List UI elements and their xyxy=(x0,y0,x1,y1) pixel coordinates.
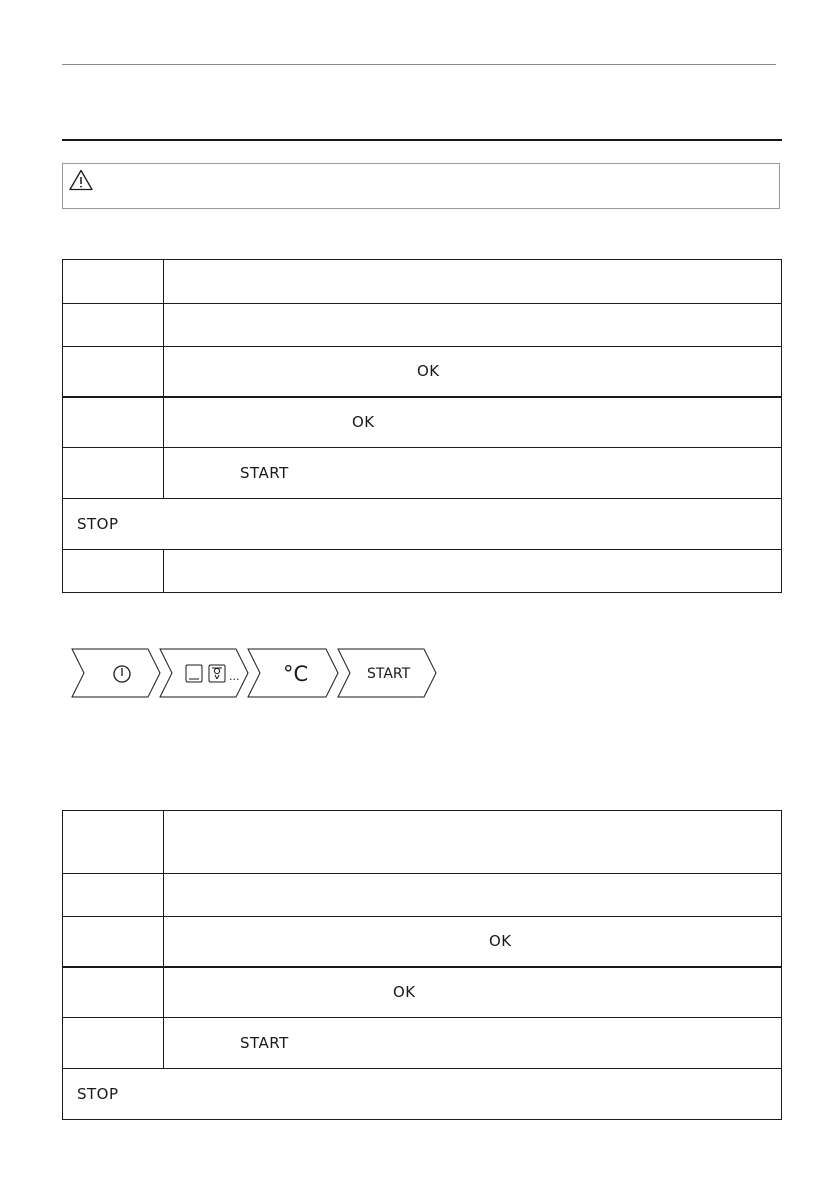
step-text xyxy=(164,874,782,917)
table-row xyxy=(63,967,782,1018)
more-functions-ellipsis: ... xyxy=(229,670,240,683)
step-text xyxy=(164,260,782,304)
table-row xyxy=(63,448,782,499)
temperature-icon: °C xyxy=(283,662,309,686)
table-row xyxy=(63,260,782,304)
step-number xyxy=(63,448,164,499)
heating-function-icons xyxy=(186,665,225,682)
header-rule xyxy=(62,64,776,65)
step-cell xyxy=(164,448,782,499)
step-number xyxy=(63,347,164,397)
step-cell xyxy=(164,397,782,448)
step-cell xyxy=(164,967,782,1018)
stop-button-label: STOP xyxy=(77,515,119,533)
step-text xyxy=(164,811,782,874)
step-text xyxy=(164,304,782,347)
step-cell-full xyxy=(63,1069,782,1120)
power-icon xyxy=(114,666,130,682)
step-cell xyxy=(164,917,782,967)
section-rule xyxy=(62,139,782,141)
steps-table-1 xyxy=(62,259,782,593)
stop-button-label: STOP xyxy=(77,1085,119,1103)
table-row xyxy=(63,304,782,347)
ok-button-label: OK xyxy=(489,932,512,951)
ok-button-label: OK xyxy=(352,413,375,432)
step-number xyxy=(63,874,164,917)
table-row xyxy=(63,1069,782,1120)
table-row xyxy=(63,1018,782,1069)
table-row xyxy=(63,347,782,397)
table-row xyxy=(63,499,782,550)
warning-box xyxy=(62,163,780,209)
step-text xyxy=(164,550,782,593)
start-label: START xyxy=(367,666,411,682)
ok-button-label: OK xyxy=(417,362,440,381)
table-row xyxy=(63,811,782,874)
ok-button-label: OK xyxy=(393,983,416,1002)
step-number xyxy=(63,397,164,448)
table-row xyxy=(63,917,782,967)
warning-icon xyxy=(69,169,93,191)
start-button-label: START xyxy=(240,1034,289,1052)
flow-step-1 xyxy=(72,649,160,697)
step-number xyxy=(63,550,164,593)
table-row xyxy=(63,550,782,593)
table-row xyxy=(63,397,782,448)
start-button-label: START xyxy=(240,464,289,482)
operation-flow-diagram xyxy=(72,649,442,697)
step-number xyxy=(63,811,164,874)
step-cell-full xyxy=(63,499,782,550)
step-number xyxy=(63,260,164,304)
table-row xyxy=(63,874,782,917)
step-number xyxy=(63,1018,164,1069)
step-number xyxy=(63,304,164,347)
step-number xyxy=(63,967,164,1018)
step-cell xyxy=(164,1018,782,1069)
step-number xyxy=(63,917,164,967)
steps-table-2 xyxy=(62,810,782,1120)
step-cell xyxy=(164,347,782,397)
